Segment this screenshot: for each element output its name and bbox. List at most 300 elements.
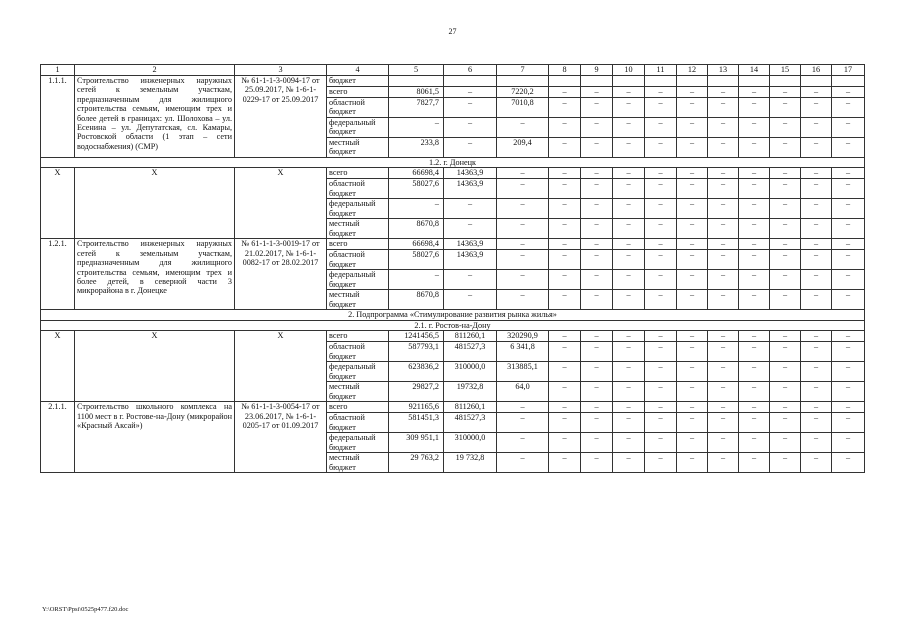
value-col6: 310000,0: [444, 433, 497, 453]
value-col5: 1241456,5: [389, 331, 444, 342]
value-col11: –: [645, 239, 677, 250]
value-col6: –: [444, 118, 497, 138]
value-col15: –: [770, 168, 801, 179]
value-col12: –: [677, 199, 708, 219]
value-col14: –: [739, 168, 770, 179]
item-description: Строительство школьного комплекса на 1100 мест в г. Ростове-на-Дону (микрорайон «Красный Аксай»): [75, 402, 235, 473]
funding-source: областной бюджет: [327, 413, 389, 433]
value-col14: –: [739, 239, 770, 250]
value-col7: 7220,2: [497, 87, 549, 98]
value-col13: –: [708, 250, 739, 270]
funding-source: областной бюджет: [327, 179, 389, 199]
value-col16: [801, 76, 832, 87]
value-col13: –: [708, 453, 739, 473]
value-col11: –: [645, 98, 677, 118]
column-number: 11: [645, 65, 677, 76]
value-col5: 66698,4: [389, 168, 444, 179]
value-col16: –: [801, 382, 832, 402]
value-col14: –: [739, 250, 770, 270]
value-col7: [497, 76, 549, 87]
section-title: 2. Подпрограмма «Стимулирование развития рынка жилья»: [41, 310, 865, 320]
finance-table: [40, 64, 865, 473]
value-col10: –: [613, 87, 645, 98]
value-col17: –: [832, 199, 865, 219]
value-col9: –: [581, 168, 613, 179]
column-number: 4: [327, 65, 389, 76]
value-col7: –: [497, 168, 549, 179]
value-col16: –: [801, 290, 832, 310]
value-col12: –: [677, 138, 708, 158]
value-col5: –: [389, 118, 444, 138]
value-col17: –: [832, 219, 865, 239]
value-col11: –: [645, 290, 677, 310]
value-col10: –: [613, 199, 645, 219]
value-col8: –: [549, 168, 581, 179]
value-col8: –: [549, 239, 581, 250]
value-col16: –: [801, 179, 832, 199]
section-row: [41, 310, 865, 320]
value-col17: –: [832, 98, 865, 118]
value-col13: –: [708, 87, 739, 98]
value-col5: [389, 76, 444, 87]
value-col14: –: [739, 98, 770, 118]
item-number: Х: [41, 331, 75, 402]
value-col9: [581, 76, 613, 87]
value-col15: –: [770, 98, 801, 118]
value-col9: –: [581, 98, 613, 118]
value-col9: –: [581, 179, 613, 199]
value-col12: –: [677, 118, 708, 138]
value-col16: –: [801, 199, 832, 219]
value-col13: –: [708, 270, 739, 290]
item-description: Х: [75, 168, 235, 239]
value-col17: –: [832, 250, 865, 270]
value-col12: –: [677, 87, 708, 98]
value-col15: –: [770, 270, 801, 290]
value-col17: –: [832, 168, 865, 179]
value-col8: –: [549, 331, 581, 342]
value-col7: –: [497, 118, 549, 138]
value-col14: –: [739, 362, 770, 382]
column-number: 6: [444, 65, 497, 76]
value-col13: –: [708, 98, 739, 118]
value-col5: 921165,6: [389, 402, 444, 413]
value-col15: –: [770, 402, 801, 413]
value-col15: –: [770, 290, 801, 310]
value-col11: –: [645, 270, 677, 290]
value-col17: –: [832, 453, 865, 473]
value-col12: –: [677, 413, 708, 433]
value-col15: –: [770, 433, 801, 453]
value-col16: –: [801, 270, 832, 290]
column-number: 10: [613, 65, 645, 76]
value-col8: –: [549, 433, 581, 453]
value-col15: [770, 76, 801, 87]
value-col13: –: [708, 179, 739, 199]
value-col5: 581451,3: [389, 413, 444, 433]
value-col8: –: [549, 362, 581, 382]
value-col12: –: [677, 331, 708, 342]
column-number: 5: [389, 65, 444, 76]
value-col9: –: [581, 118, 613, 138]
value-col11: –: [645, 382, 677, 402]
column-number: 9: [581, 65, 613, 76]
column-number: 3: [235, 65, 327, 76]
value-col7: –: [497, 413, 549, 433]
footer-path: Y:\ORST\Ppsi\0525p477.f20.doc: [42, 606, 129, 613]
value-col14: –: [739, 138, 770, 158]
value-col8: [549, 76, 581, 87]
value-col15: –: [770, 382, 801, 402]
value-col6: [444, 76, 497, 87]
value-col9: –: [581, 413, 613, 433]
value-col15: –: [770, 87, 801, 98]
value-col8: –: [549, 219, 581, 239]
value-col8: –: [549, 342, 581, 362]
value-col5: 58027,6: [389, 179, 444, 199]
value-col6: 481527,3: [444, 342, 497, 362]
value-col10: –: [613, 179, 645, 199]
value-col15: –: [770, 453, 801, 473]
value-col6: 19732,8: [444, 382, 497, 402]
value-col12: –: [677, 290, 708, 310]
value-col6: 14363,9: [444, 168, 497, 179]
value-col11: –: [645, 219, 677, 239]
table-row: [41, 239, 865, 250]
funding-source: федеральный бюджет: [327, 270, 389, 290]
item-document: Х: [235, 168, 327, 239]
funding-source: федеральный бюджет: [327, 433, 389, 453]
value-col8: –: [549, 87, 581, 98]
value-col6: 811260,1: [444, 402, 497, 413]
value-col11: –: [645, 453, 677, 473]
value-col17: [832, 76, 865, 87]
value-col10: –: [613, 250, 645, 270]
value-col13: –: [708, 219, 739, 239]
value-col15: –: [770, 331, 801, 342]
item-number: 2.1.1.: [41, 402, 75, 473]
value-col13: –: [708, 382, 739, 402]
value-col15: –: [770, 118, 801, 138]
value-col8: –: [549, 413, 581, 433]
value-col17: –: [832, 138, 865, 158]
value-col11: –: [645, 413, 677, 433]
value-col15: –: [770, 239, 801, 250]
value-col9: –: [581, 138, 613, 158]
value-col10: –: [613, 402, 645, 413]
value-col10: –: [613, 413, 645, 433]
value-col17: –: [832, 331, 865, 342]
value-col9: –: [581, 342, 613, 362]
value-col7: 64,0: [497, 382, 549, 402]
value-col15: –: [770, 250, 801, 270]
value-col7: 7010,8: [497, 98, 549, 118]
value-col9: –: [581, 433, 613, 453]
value-col11: –: [645, 342, 677, 362]
value-col10: –: [613, 290, 645, 310]
value-col5: 29827,2: [389, 382, 444, 402]
value-col17: –: [832, 239, 865, 250]
funding-source: бюджет: [327, 76, 389, 87]
item-number: Х: [41, 168, 75, 239]
funding-source: федеральный бюджет: [327, 118, 389, 138]
value-col10: –: [613, 239, 645, 250]
value-col9: –: [581, 290, 613, 310]
value-col11: –: [645, 199, 677, 219]
value-col13: –: [708, 331, 739, 342]
item-document: Х: [235, 331, 327, 402]
value-col17: –: [832, 118, 865, 138]
value-col13: –: [708, 138, 739, 158]
value-col16: –: [801, 98, 832, 118]
value-col9: –: [581, 219, 613, 239]
value-col13: –: [708, 168, 739, 179]
value-col15: –: [770, 362, 801, 382]
value-col16: –: [801, 331, 832, 342]
column-number: 7: [497, 65, 549, 76]
value-col12: –: [677, 179, 708, 199]
value-col5: 8670,8: [389, 290, 444, 310]
value-col16: –: [801, 362, 832, 382]
value-col13: –: [708, 118, 739, 138]
funding-source: всего: [327, 87, 389, 98]
value-col6: –: [444, 87, 497, 98]
value-col14: –: [739, 118, 770, 138]
value-col8: –: [549, 250, 581, 270]
value-col10: –: [613, 118, 645, 138]
value-col16: –: [801, 250, 832, 270]
value-col10: –: [613, 362, 645, 382]
value-col7: –: [497, 179, 549, 199]
value-col7: –: [497, 239, 549, 250]
value-col16: –: [801, 168, 832, 179]
value-col6: 14363,9: [444, 239, 497, 250]
table-row: [41, 331, 865, 342]
value-col7: –: [497, 433, 549, 453]
table-row: [41, 402, 865, 413]
column-number: 15: [770, 65, 801, 76]
value-col6: 19 732,8: [444, 453, 497, 473]
value-col12: –: [677, 362, 708, 382]
funding-source: местный бюджет: [327, 138, 389, 158]
value-col9: –: [581, 362, 613, 382]
value-col13: –: [708, 402, 739, 413]
value-col10: –: [613, 382, 645, 402]
value-col7: 320290,9: [497, 331, 549, 342]
value-col13: [708, 76, 739, 87]
value-col11: –: [645, 331, 677, 342]
value-col14: –: [739, 270, 770, 290]
value-col5: 29 763,2: [389, 453, 444, 473]
value-col17: –: [832, 402, 865, 413]
value-col6: 310000,0: [444, 362, 497, 382]
value-col8: –: [549, 98, 581, 118]
value-col5: –: [389, 199, 444, 219]
value-col14: –: [739, 453, 770, 473]
value-col13: –: [708, 290, 739, 310]
value-col13: –: [708, 413, 739, 433]
value-col15: –: [770, 179, 801, 199]
table-row: [41, 168, 865, 179]
value-col16: –: [801, 433, 832, 453]
value-col14: –: [739, 433, 770, 453]
value-col17: –: [832, 342, 865, 362]
item-document: № 61-1-1-3-0019-17 от 21.02.2017, № 1-6-1-0082-17 от 28.02.2017: [235, 239, 327, 310]
value-col16: –: [801, 413, 832, 433]
value-col9: –: [581, 250, 613, 270]
item-number: 1.2.1.: [41, 239, 75, 310]
value-col16: –: [801, 118, 832, 138]
value-col8: –: [549, 138, 581, 158]
funding-source: всего: [327, 402, 389, 413]
value-col12: –: [677, 219, 708, 239]
value-col7: 313885,1: [497, 362, 549, 382]
value-col15: –: [770, 219, 801, 239]
value-col9: –: [581, 402, 613, 413]
value-col12: –: [677, 98, 708, 118]
value-col13: –: [708, 199, 739, 219]
value-col6: 14363,9: [444, 250, 497, 270]
value-col7: –: [497, 250, 549, 270]
value-col11: –: [645, 87, 677, 98]
value-col10: –: [613, 331, 645, 342]
value-col10: [613, 76, 645, 87]
value-col9: –: [581, 331, 613, 342]
value-col5: 8670,8: [389, 219, 444, 239]
value-col6: –: [444, 138, 497, 158]
value-col17: –: [832, 270, 865, 290]
value-col8: –: [549, 453, 581, 473]
value-col5: –: [389, 270, 444, 290]
value-col5: 309 951,1: [389, 433, 444, 453]
column-number: 16: [801, 65, 832, 76]
value-col16: –: [801, 138, 832, 158]
value-col14: –: [739, 290, 770, 310]
item-document: № 61-1-1-3-0094-17 от 25.09.2017, № 1-6-1-0229-17 от 25.09.2017: [235, 76, 327, 158]
value-col9: –: [581, 239, 613, 250]
value-col14: –: [739, 219, 770, 239]
value-col17: –: [832, 87, 865, 98]
value-col15: –: [770, 138, 801, 158]
value-col9: –: [581, 270, 613, 290]
funding-source: местный бюджет: [327, 382, 389, 402]
item-description: Х: [75, 331, 235, 402]
section-row: [41, 320, 865, 330]
value-col12: –: [677, 342, 708, 362]
column-number-row: [41, 65, 865, 76]
funding-source: местный бюджет: [327, 219, 389, 239]
value-col8: –: [549, 118, 581, 138]
value-col7: –: [497, 219, 549, 239]
value-col17: –: [832, 179, 865, 199]
table-row: [41, 76, 865, 87]
value-col5: 233,8: [389, 138, 444, 158]
funding-source: областной бюджет: [327, 342, 389, 362]
value-col5: 7827,7: [389, 98, 444, 118]
item-number: 1.1.1.: [41, 76, 75, 158]
value-col8: –: [549, 382, 581, 402]
value-col14: –: [739, 199, 770, 219]
value-col5: 587793,1: [389, 342, 444, 362]
value-col7: –: [497, 270, 549, 290]
value-col9: –: [581, 453, 613, 473]
value-col13: –: [708, 433, 739, 453]
value-col14: [739, 76, 770, 87]
value-col9: –: [581, 199, 613, 219]
column-number: 8: [549, 65, 581, 76]
value-col16: –: [801, 219, 832, 239]
value-col10: –: [613, 138, 645, 158]
column-number: 12: [677, 65, 708, 76]
value-col7: –: [497, 402, 549, 413]
value-col11: –: [645, 168, 677, 179]
item-description: Строительство инженерных наружных сетей к земельным участкам, предназначенным для жилищного строительства семьям, имеющим трех и более детей, в северной части 3 микрорайона в г. Донецке: [75, 239, 235, 310]
section-row: [41, 158, 865, 168]
value-col14: –: [739, 413, 770, 433]
value-col12: –: [677, 168, 708, 179]
value-col10: –: [613, 270, 645, 290]
value-col6: –: [444, 199, 497, 219]
value-col16: –: [801, 453, 832, 473]
value-col6: –: [444, 219, 497, 239]
value-col11: –: [645, 118, 677, 138]
value-col10: –: [613, 433, 645, 453]
value-col7: 209,4: [497, 138, 549, 158]
value-col6: –: [444, 98, 497, 118]
value-col12: [677, 76, 708, 87]
value-col7: –: [497, 453, 549, 473]
value-col12: –: [677, 250, 708, 270]
value-col12: –: [677, 453, 708, 473]
value-col10: –: [613, 168, 645, 179]
value-col8: –: [549, 402, 581, 413]
value-col10: –: [613, 219, 645, 239]
value-col6: –: [444, 270, 497, 290]
value-col16: –: [801, 342, 832, 362]
funding-source: всего: [327, 331, 389, 342]
value-col16: –: [801, 87, 832, 98]
value-col14: –: [739, 382, 770, 402]
value-col11: [645, 76, 677, 87]
column-number: 17: [832, 65, 865, 76]
value-col7: –: [497, 199, 549, 219]
value-col6: 481527,3: [444, 413, 497, 433]
value-col14: –: [739, 342, 770, 362]
funding-source: местный бюджет: [327, 290, 389, 310]
value-col16: –: [801, 239, 832, 250]
value-col14: –: [739, 179, 770, 199]
funding-source: федеральный бюджет: [327, 199, 389, 219]
value-col11: –: [645, 402, 677, 413]
value-col17: –: [832, 362, 865, 382]
value-col17: –: [832, 382, 865, 402]
value-col11: –: [645, 362, 677, 382]
value-col13: –: [708, 342, 739, 362]
value-col11: –: [645, 433, 677, 453]
value-col6: 14363,9: [444, 179, 497, 199]
value-col12: –: [677, 402, 708, 413]
value-col9: –: [581, 382, 613, 402]
value-col17: –: [832, 433, 865, 453]
value-col14: –: [739, 331, 770, 342]
value-col7: –: [497, 290, 549, 310]
value-col9: –: [581, 87, 613, 98]
column-number: 2: [75, 65, 235, 76]
value-col5: 8061,5: [389, 87, 444, 98]
funding-source: всего: [327, 239, 389, 250]
value-col14: –: [739, 87, 770, 98]
item-document: № 61-1-1-3-0054-17 от 23.06.2017, № 1-6-1-0205-17 от 01.09.2017: [235, 402, 327, 473]
